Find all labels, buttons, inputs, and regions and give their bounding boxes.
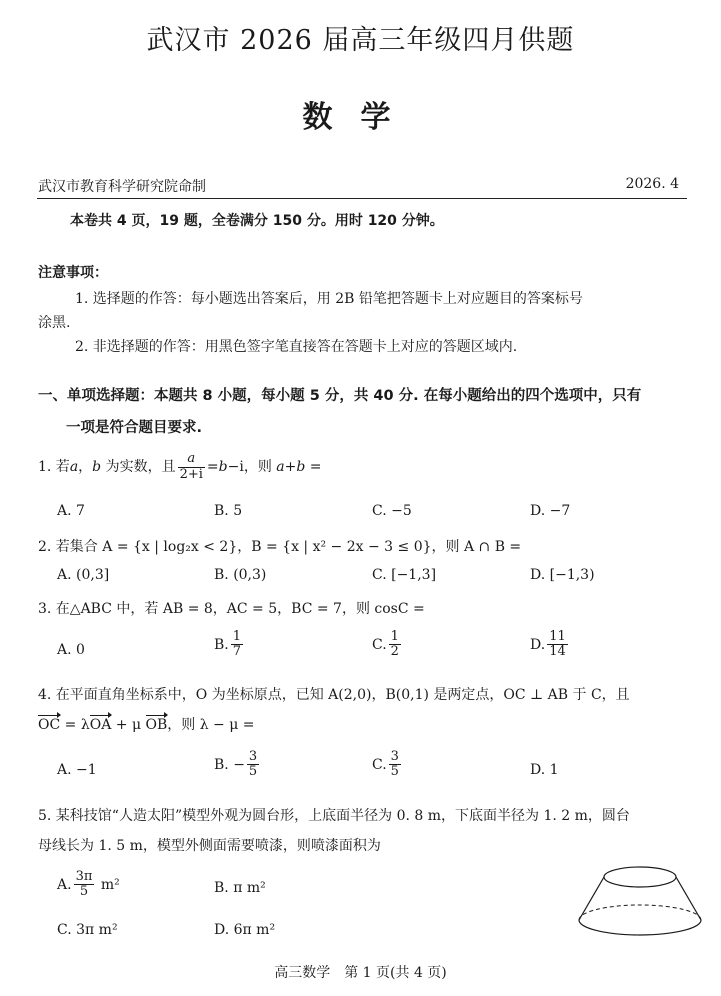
question-3-option-b: B. $\frac{1}{7}$ — [214, 629, 242, 660]
question-1-option-d: D. −7 — [530, 503, 571, 519]
vector-oa: OA — [89, 717, 112, 733]
question-4-stem: 4. 在平面直角坐标系中，O 为坐标原点，已知 A(2,0)，B(0,1) 是两定点，OC ⊥ AB 于 C，且 — [38, 687, 630, 703]
notice-item-2: 2. 非选择题的作答：用黑色签字笔直接答在答题卡上对应的答题区域内. — [75, 339, 518, 355]
question-2-option-a: A. (0,3] — [57, 567, 110, 583]
exam-title: 武汉市 2026 届高三年级四月供题 — [146, 25, 575, 56]
subject-title: 数学 — [302, 100, 419, 135]
question-5-option-c: C. 3π m² — [57, 922, 118, 938]
exam-info: 本卷共 4 页，19 题，全卷满分 150 分。用时 120 分钟。 — [70, 213, 444, 229]
question-4-vector-equation: OC = λOA + μ OB，则 λ − μ = — [38, 717, 255, 733]
vector-ob: OB — [145, 717, 168, 733]
notice-item-1-cont: 涂黑. — [38, 315, 71, 331]
notice-item-1: 1. 选择题的作答：每小题选出答案后，用 2B 铅笔把答题卡上对应题目的答案标号 — [75, 291, 583, 307]
vector-oc: OC — [38, 717, 61, 733]
question-4-option-c: C. $\frac{3}{5}$ — [372, 749, 399, 780]
question-3-stem: 3. 在△ABC 中，若 AB = 8，AC = 5，BC = 7，则 cosC = — [38, 601, 425, 617]
page-footer: 高三数学 第 1 页(共 4 页) — [274, 965, 447, 981]
question-4-option-a: A. −1 — [57, 762, 97, 778]
question-3-option-a: A. 0 — [57, 642, 85, 658]
question-5-option-b: B. π m² — [214, 880, 266, 896]
section-1-heading: 一、单项选择题：本题共 8 小题，每小题 5 分，共 40 分. 在每小题给出的四个选项中，只有 — [38, 388, 642, 404]
question-2-stem: 2. 若集合 A = {x | log₂x < 2}，B = {x | x² − 2x − 3 ≤ 0}，则 A ∩ B = — [38, 539, 522, 555]
question-1-fraction: $\frac{a}{2+i}$ — [179, 451, 203, 482]
section-1-heading-cont: 一项是符合题目要求. — [66, 420, 203, 436]
question-5-stem-cont: 母线长为 1. 5 m，模型外侧面需要喷漆，则喷漆面积为 — [38, 838, 381, 854]
frustum-diagram — [575, 862, 705, 942]
question-5-option-a: A. $\frac{3\pi}{5}$ m² — [57, 869, 120, 900]
question-4-option-d: D. 1 — [530, 762, 559, 778]
question-1-stem: 1. 若a，b 为实数，且 $\frac{a}{2+i}$ =b−i，则 a+b = — [38, 451, 322, 482]
question-1-option-a: A. 7 — [57, 503, 85, 519]
question-4-option-b: B. − $\frac{3}{5}$ — [214, 749, 258, 780]
issuing-organization: 武汉市教育科学研究院命制 — [38, 179, 206, 195]
question-2-option-b: B. (0,3) — [214, 567, 267, 583]
question-5-option-d: D. 6π m² — [214, 922, 276, 938]
exam-date: 2026. 4 — [625, 176, 679, 192]
header-divider — [37, 198, 687, 199]
notice-heading: 注意事项： — [38, 265, 108, 281]
question-1-option-c: C. −5 — [372, 503, 412, 519]
question-2-option-d: D. [−1,3) — [530, 567, 595, 583]
question-5-stem: 5. 某科技馆“人造太阳”模型外观为圆台形，上底面半径为 0. 8 m，下底面半径为 1. 2 m，圆台 — [38, 808, 630, 824]
question-3-option-c: C. $\frac{1}{2}$ — [372, 629, 399, 660]
question-2-option-c: C. [−1,3] — [372, 567, 437, 583]
question-1-option-b: B. 5 — [214, 503, 243, 519]
question-3-option-d: D. $\frac{11}{14}$ — [530, 629, 566, 660]
